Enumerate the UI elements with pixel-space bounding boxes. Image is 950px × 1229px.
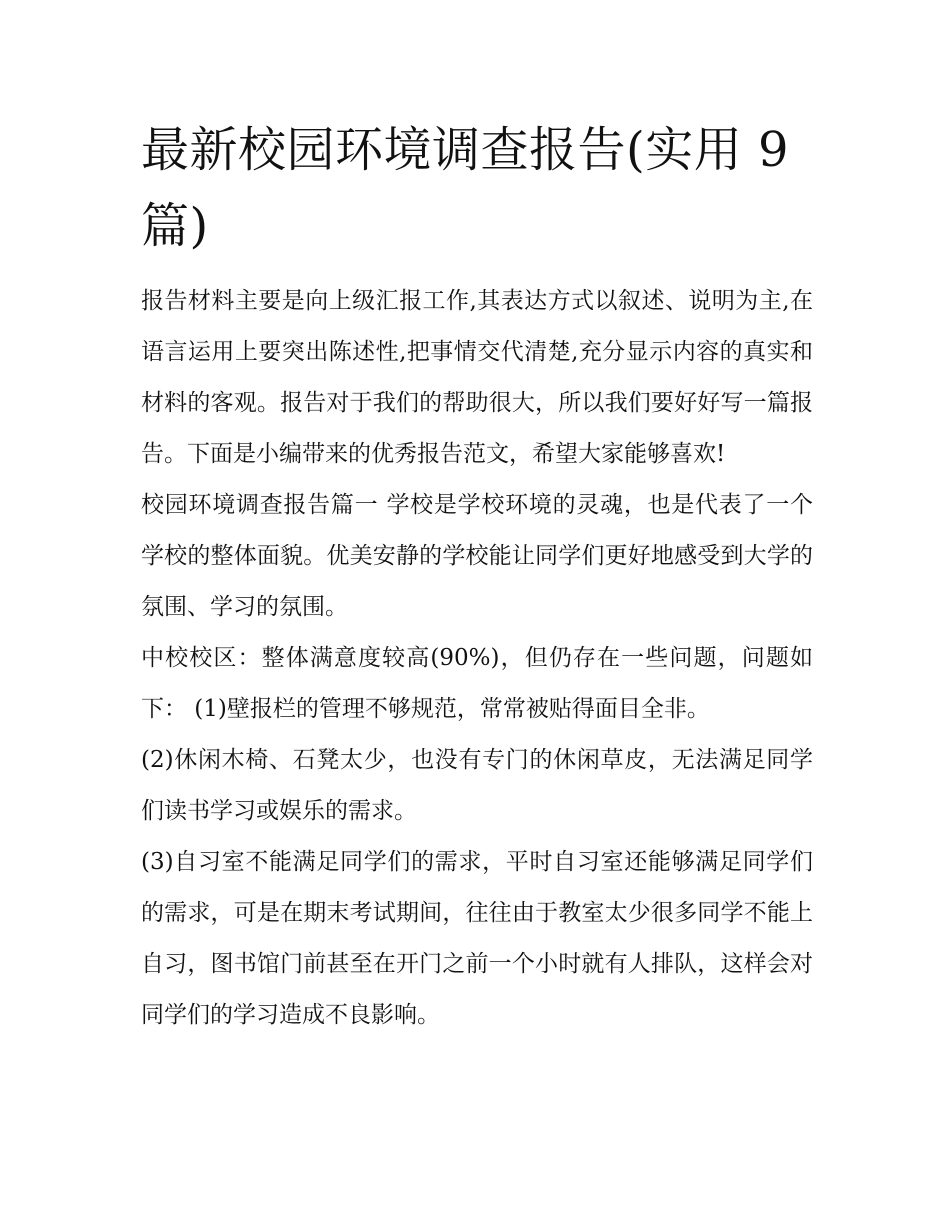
document-page	[141, 112, 813, 1041]
issue-two-paragraph: (2)休闲木椅、石凳太少，也没有专门的休闲草皮，无法满足同学们读书学习或娱乐的需求。	[141, 747, 813, 824]
intro-paragraph: 报告材料主要是向上级汇报工作,其表达方式以叙述、说明为主,在语言运用上要突出陈述性,把事情交代清楚,充分显示内容的真实和材料的客观。报告对于我们的帮助很大，所以我们要好好写一篇报告。下面是小编带来的优秀报告范文，希望大家能够喜欢!	[141, 288, 813, 467]
campus-satisfaction-paragraph: 中校校区：整体满意度较高(90%)，但仍存在一些问题，问题如下： (1)壁报栏的管理不够规范，常常被贴得面目全非。	[141, 645, 813, 722]
document-title: 最新校园环境调查报告(实用 9 篇)	[141, 122, 790, 254]
section-one-paragraph: 校园环境调查报告篇一 学校是学校环境的灵魂，也是代表了一个学校的整体面貌。优美安静的学校能让同学们更好地感受到大学的氛围、学习的氛围。	[141, 492, 813, 620]
issue-three-paragraph: (3)自习室不能满足同学们的需求，平时自习室还能够满足同学们的需求，可是在期末考试期间，往往由于教室太少很多同学不能上自习，图书馆门前甚至在开门之前一个小时就有人排队，这样会对同学们的学习造成不良影响。	[141, 849, 813, 1028]
